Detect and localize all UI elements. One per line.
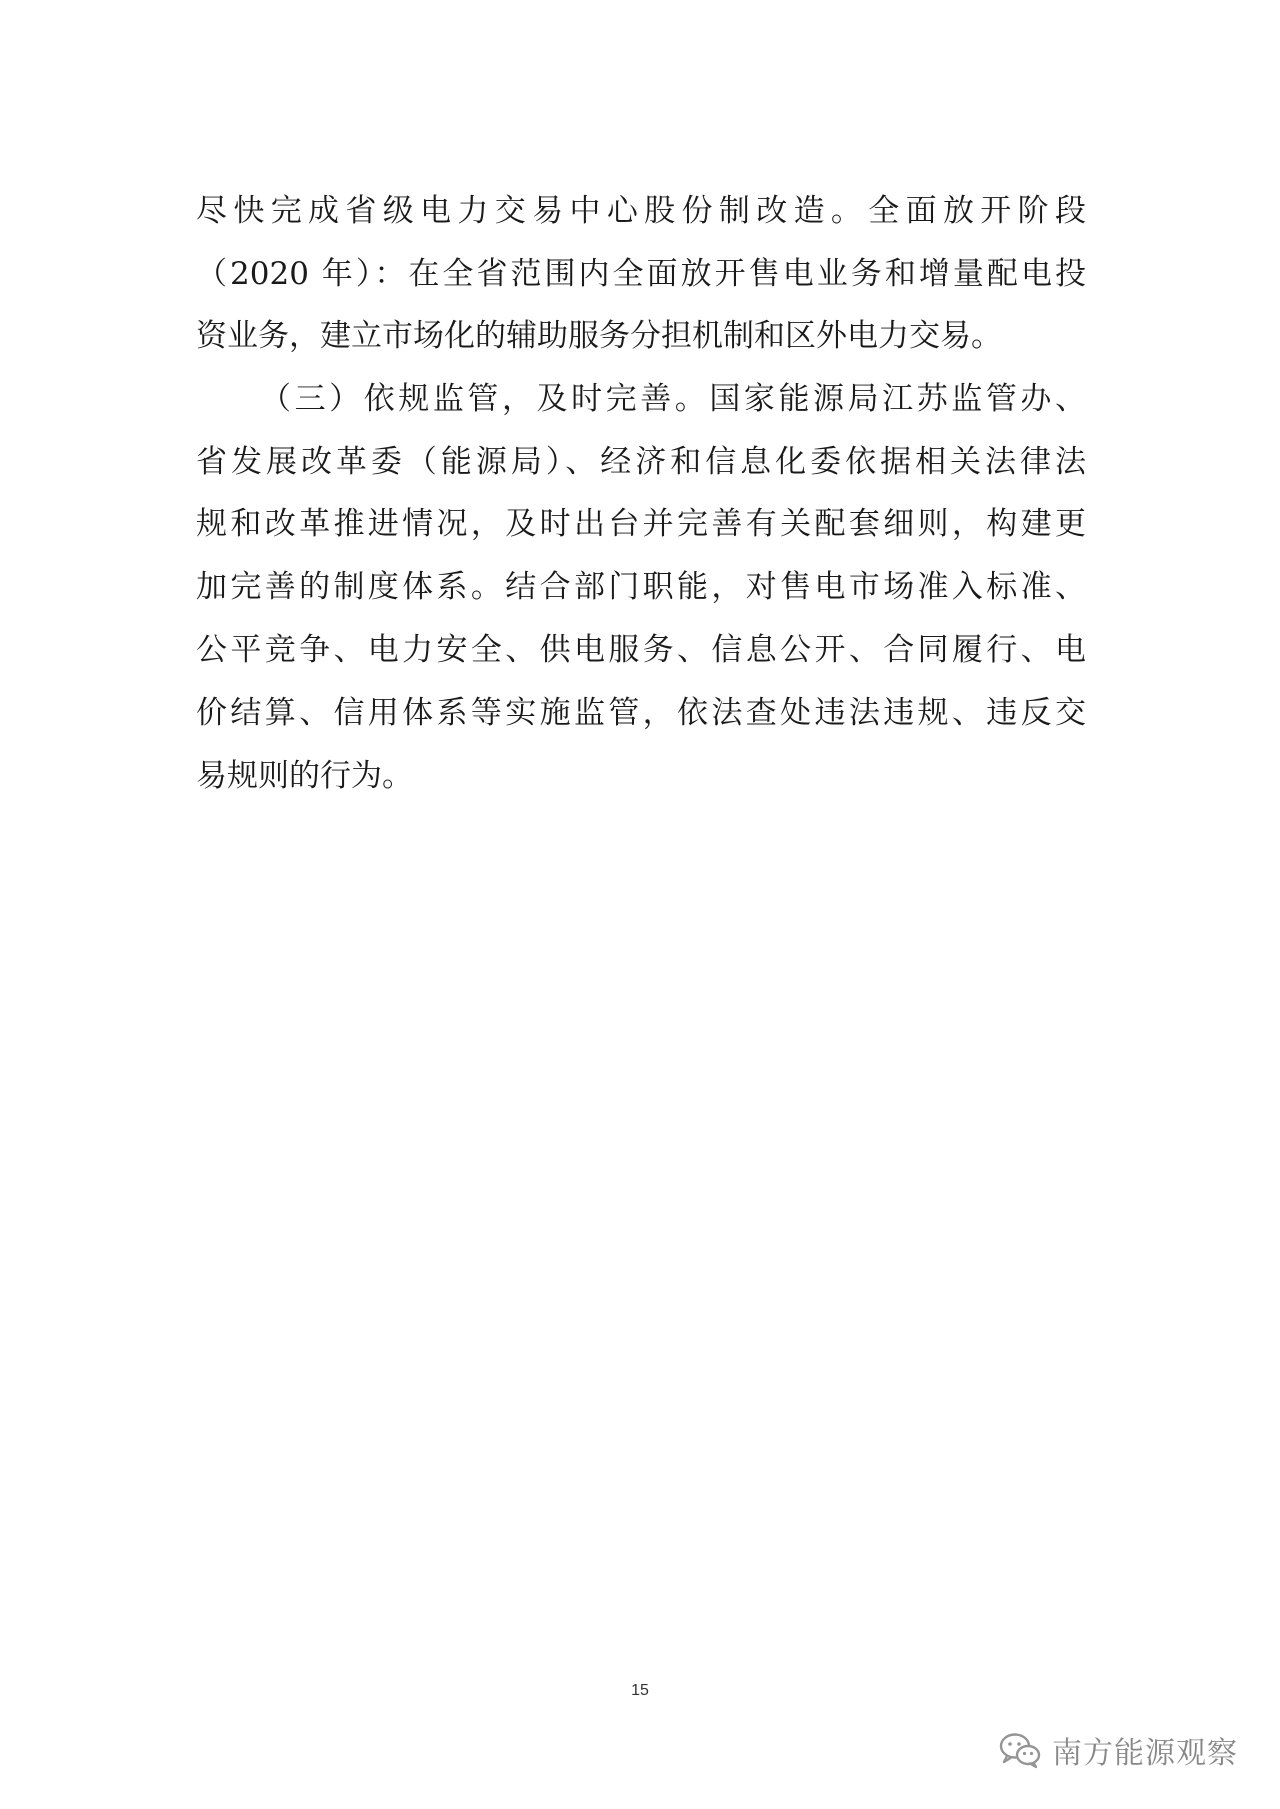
paragraph-line: 省发展改革委（能源局）、经济和信息化委依据相关法律法 [196, 444, 1086, 480]
section-heading-line: （三）依规监管，及时完善。国家能源局江苏监管办、 [260, 381, 1086, 417]
paragraph-line: 加完善的制度体系。结合部门职能，对售电市场准入标准、 [196, 569, 1086, 605]
paragraph-line: 公平竞争、电力安全、供电服务、信息公开、合同履行、电 [196, 632, 1086, 668]
paragraph-line: 价结算、信用体系等实施监管，依法查处违法违规、违反交 [196, 695, 1086, 731]
page-number: 15 [631, 1682, 649, 1699]
paragraph-line: 易规则的行为。 [196, 758, 413, 794]
paragraph-line: （2020 年）：在全省范围内全面放开售电业务和增量配电投 [196, 256, 1086, 292]
watermark [998, 1728, 1238, 1772]
wechat-icon [998, 1730, 1042, 1770]
paragraph-line: 尽快完成省级电力交易中心股份制改造。全面放开阶段 [196, 193, 1086, 229]
watermark-text: 南方能源观察 [1052, 1736, 1238, 1771]
paragraph-line: 规和改革推进情况，及时出台并完善有关配套细则，构建更 [196, 506, 1086, 542]
paragraph-line: 资业务，建立市场化的辅助服务分担机制和区外电力交易。 [196, 318, 1002, 354]
